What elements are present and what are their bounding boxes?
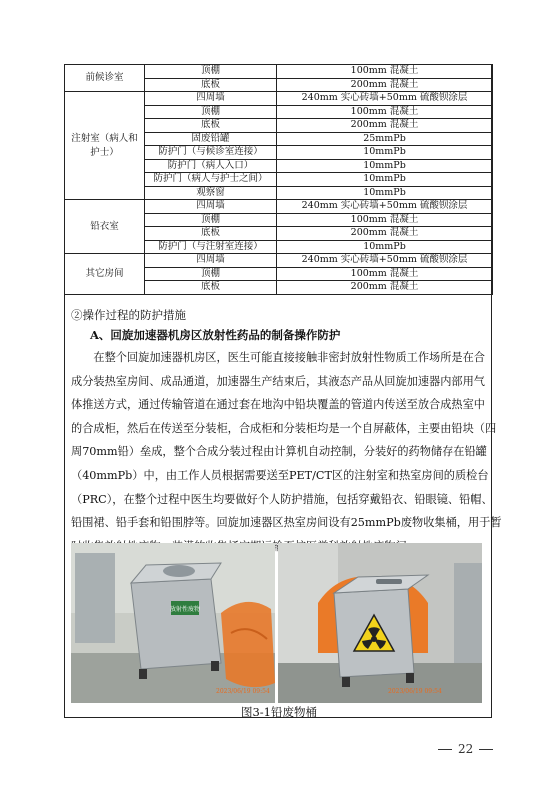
shield-spec-cell: 10mmPb: [277, 173, 493, 187]
shield-spec-cell: 10mmPb: [277, 159, 493, 173]
shield-part-cell: 防护门（病人入口）: [145, 159, 277, 173]
table-row: [65, 254, 493, 268]
table-row: [65, 92, 493, 106]
shield-spec-cell: 240mm 实心砖墙+50mm 硫酸钡涂层: [277, 200, 493, 214]
paragraph-line: （PRC），在整个过程中医生均要做好个人防护措施，包括穿戴铅衣、铅眼镜、铅帽、: [71, 492, 493, 506]
shield-part-cell: 顶棚: [145, 267, 277, 281]
shield-spec-cell: 100mm 混凝土: [277, 213, 493, 227]
shield-part-cell: 固废铅罐: [145, 132, 277, 146]
paragraph-line: 的合成柜，然后在传送至分装柜，合成柜和分装柜均是一个自屏蔽体，主要由铅块（四: [71, 421, 497, 435]
shielding-table: [64, 64, 493, 295]
section-subheading: A、回旋加速器机房区放射性药品的制备操作防护: [90, 328, 341, 342]
shield-spec-cell: 100mm 混凝土: [277, 65, 493, 79]
shield-part-cell: 底板: [145, 281, 277, 295]
shield-part-cell: 四周墙: [145, 92, 277, 106]
shield-spec-cell: 240mm 实心砖墙+50mm 硫酸钡涂层: [277, 92, 493, 106]
shield-spec-cell: 200mm 混凝土: [277, 119, 493, 133]
photo-timestamp: 2023/06/19 09:54: [216, 688, 270, 695]
lead-bin-photo-left: [71, 543, 275, 703]
shield-part-cell: 顶棚: [145, 105, 277, 119]
room-name-cell: 其它房间: [65, 254, 145, 295]
page-number-dash-right: [479, 749, 493, 750]
shield-spec-cell: 200mm 混凝土: [277, 227, 493, 241]
page-number-value: 22: [458, 742, 474, 756]
room-name-cell: 铅衣室: [65, 200, 145, 254]
shield-part-cell: 防护门（与注射室连接）: [145, 240, 277, 254]
paragraph-line: 体推送方式，通过传输管道在通过套在地沟中铅块覆盖的管道内传送至放合成热室中: [71, 398, 485, 412]
section-heading: ②操作过程的防护措施: [71, 308, 186, 322]
shield-part-cell: 防护门（病人与护士之间）: [145, 173, 277, 187]
shield-spec-cell: 25mmPb: [277, 132, 493, 146]
bin-sticker-label: 放射性废物: [169, 606, 201, 613]
body-paragraph: [71, 346, 502, 558]
shield-part-cell: 底板: [145, 227, 277, 241]
shield-spec-cell: 10mmPb: [277, 186, 493, 200]
shield-part-cell: 四周墙: [145, 254, 277, 268]
shield-spec-cell: 100mm 混凝土: [277, 105, 493, 119]
paragraph-line: 在整个回旋加速器机房区，医生可能直接接触非密封放射性物质工作场所是在合: [71, 351, 485, 364]
table-row: [65, 200, 493, 214]
shield-part-cell: 顶棚: [145, 213, 277, 227]
paragraph-line: （40mmPb）中，由工作人员根据需要送至PET/CT区的注射室和热室房间的质检台: [71, 468, 489, 482]
shield-part-cell: 观察窗: [145, 186, 277, 200]
shield-part-cell: 四周墙: [145, 200, 277, 214]
shield-part-cell: 顶棚: [145, 65, 277, 79]
figure-caption: 图3-1铅废物桶: [240, 705, 318, 719]
paragraph-line: 成分装热室房间、成品通道，加速器生产结束后，其液态产品从回旋加速器内部用气: [71, 374, 485, 388]
shield-spec-cell: 240mm 实心砖墙+50mm 硫酸钡涂层: [277, 254, 493, 268]
room-name-cell: 前候诊室: [65, 65, 145, 92]
lead-bin-photo-right: [278, 543, 482, 703]
paragraph-line: 铅围裙、铅手套和铅围脖等。回旋加速器区热室房间设有25mmPb废物收集桶，用于暂: [71, 516, 502, 530]
photo-timestamp: 2023/06/19 09:54: [388, 688, 442, 695]
shield-part-cell: 底板: [145, 119, 277, 133]
paragraph-line: 周70mm铅）垒成，整个合成分装过程由计算机自动控制，分装好的药物储存在铅罐: [71, 445, 487, 459]
shield-spec-cell: 10mmPb: [277, 240, 493, 254]
page-number: [432, 742, 499, 756]
shield-spec-cell: 200mm 混凝土: [277, 78, 493, 92]
table-row: [65, 65, 493, 79]
shield-spec-cell: 200mm 混凝土: [277, 281, 493, 295]
shield-spec-cell: 10mmPb: [277, 146, 493, 160]
shield-part-cell: 底板: [145, 78, 277, 92]
page-number-dash-left: [438, 749, 452, 750]
shield-part-cell: 防护门（与候诊室连接）: [145, 146, 277, 160]
room-name-cell: 注射室（病人和护士）: [65, 92, 145, 200]
shield-spec-cell: 100mm 混凝土: [277, 267, 493, 281]
